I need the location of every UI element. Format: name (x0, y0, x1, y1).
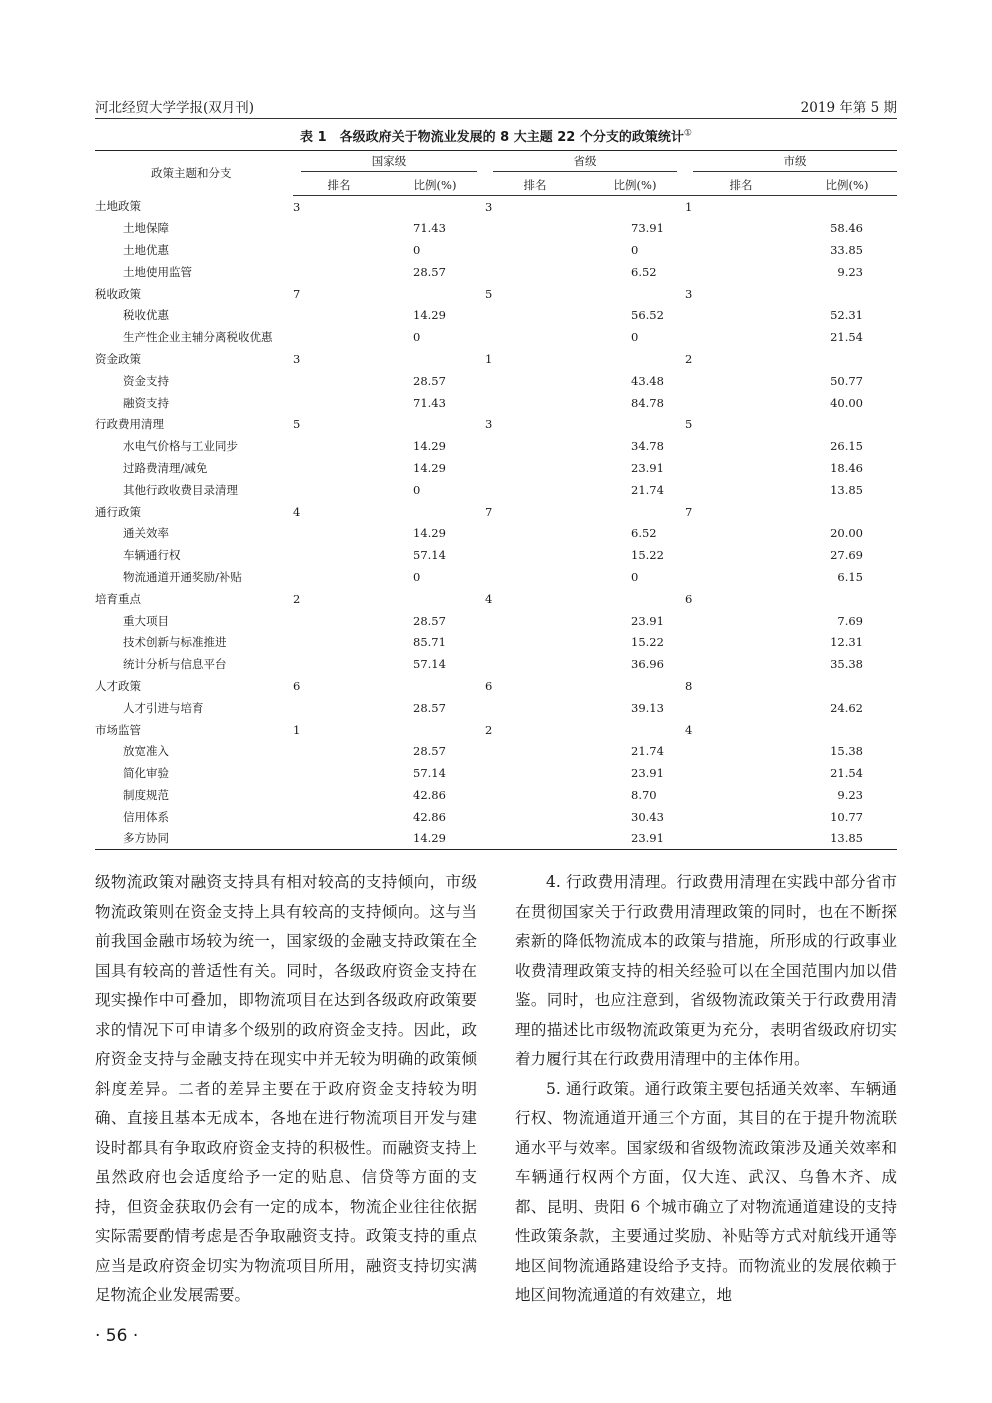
table-row-branch (95, 435, 897, 457)
table-row-branch (95, 522, 897, 544)
municipal-ratio-cell: 18.46 (830, 460, 863, 475)
national-ratio-cell: 28.57 (413, 613, 446, 628)
provincial-ratio-cell: 34.78 (631, 439, 664, 454)
municipal-rank-cell (685, 762, 797, 784)
municipal-ratio-cell (797, 348, 897, 370)
national-rank-cell (293, 239, 385, 261)
table-row-theme (95, 413, 897, 435)
provincial-ratio-cell: 23.91 (585, 828, 685, 850)
municipal-rank-cell (685, 261, 797, 283)
policy-name-cell: 培育重点 (95, 591, 141, 606)
provincial-ratio-cell: 23.91 (631, 613, 664, 628)
body-paragraph: 级物流政策对融资支持具有相对较高的支持倾向，市级物流政策则在资金支持上具有较高的支持倾向。这与当前我国金融市场较为统一，国家级的金融支持政策在全国具有较高的普适性有关。同时，各级政府资金支持在现实操作中可叠加，即物流项目在达到各级政府政策要求的情况下可申请多个级别的政府资金支持。因此，政府资金支持与金融支持在现实中并无较为明确的政策倾斜度差异。二者的差异主要在于政府资金支持较为明确、直接且基本无成本，各地在进行物流项目开发与建设时都具有争取政府资金支持的积极性。而融资支持上虽然政府也会适度给予一定的贴息、信贷等方面的支持，但资金获取仍会有一定的成本，物流企业往往依据实际需要酌情考虑是否争取融资支持。政策支持的重点应当是政府资金切实为物流项目所用，融资支持切实满足物流企业发展需要。 (95, 873, 477, 1304)
policy-name-cell: 物流通道开通奖励/补贴 (123, 569, 242, 584)
provincial-rank-cell: 1 (485, 351, 493, 366)
provincial-rank-cell (485, 610, 585, 632)
national-ratio-cell: 0 (413, 482, 421, 497)
municipal-rank-cell (685, 239, 797, 261)
provincial-ratio-cell: 21.74 (631, 482, 664, 497)
page-number: · 56 · (95, 1326, 139, 1346)
national-rank-cell (293, 392, 385, 414)
table-row-theme (95, 196, 897, 218)
national-rank-cell (293, 217, 385, 239)
national-ratio-cell: 0 (413, 569, 421, 584)
table-row-branch (95, 762, 897, 784)
national-rank-cell (293, 544, 385, 566)
provincial-ratio-cell: 36.96 (631, 657, 664, 672)
national-rank-cell (293, 566, 385, 588)
municipal-ratio-cell: 40.00 (830, 395, 863, 410)
table-caption-footnote-mark: ① (683, 128, 692, 139)
provincial-rank-cell: 7 (485, 504, 493, 519)
national-ratio-cell: 57.14 (413, 548, 446, 563)
municipal-rank-cell (685, 566, 797, 588)
table-row-branch (95, 370, 897, 392)
table-row-branch (95, 239, 897, 261)
municipal-rank-cell (685, 697, 797, 719)
provincial-rank-cell (485, 631, 585, 653)
provincial-rank-cell (485, 261, 585, 283)
municipal-ratio-cell (797, 501, 897, 523)
header-municipal-label: 市级 (693, 153, 897, 172)
policy-name-cell: 融资支持 (123, 395, 169, 410)
municipal-rank-cell: 1 (685, 199, 693, 214)
policy-name-cell: 其他行政收费目录清理 (123, 482, 238, 497)
national-rank-cell (293, 740, 385, 762)
table-header-row-levels (95, 151, 897, 175)
body-column-right (515, 868, 897, 1311)
national-ratio-cell (385, 283, 485, 305)
provincial-rank-cell: 6 (485, 678, 493, 693)
provincial-rank-cell (485, 740, 585, 762)
national-ratio-cell: 14.29 (385, 828, 485, 850)
table-row-branch (95, 479, 897, 501)
municipal-rank-cell (685, 544, 797, 566)
municipal-ratio-cell: 9.23 (837, 787, 863, 802)
provincial-rank-cell (485, 522, 585, 544)
municipal-rank-cell: 2 (685, 351, 693, 366)
provincial-ratio-cell: 73.91 (631, 221, 664, 236)
municipal-ratio-cell: 52.31 (830, 308, 863, 323)
national-rank-cell (293, 326, 385, 348)
national-rank-cell (293, 762, 385, 784)
header-national-label: 国家级 (301, 153, 477, 172)
header-municipal (685, 151, 897, 175)
national-ratio-cell: 14.29 (413, 460, 446, 475)
table-row-branch (95, 828, 897, 850)
policy-name-cell: 资金政策 (95, 351, 141, 366)
table-caption (95, 126, 897, 145)
national-ratio-cell: 28.57 (413, 264, 446, 279)
municipal-ratio-cell: 10.77 (830, 809, 863, 824)
journal-name: 河北经贸大学学报(双月刊) (95, 100, 255, 116)
header-ratio-provincial: 比例(%) (585, 174, 685, 196)
national-rank-cell (293, 697, 385, 719)
policy-name-cell: 市场监管 (95, 722, 141, 737)
national-ratio-cell: 42.86 (413, 787, 446, 802)
table-row-branch (95, 392, 897, 414)
national-rank-cell (293, 784, 385, 806)
municipal-ratio-cell: 12.31 (830, 635, 863, 650)
table-row-branch (95, 566, 897, 588)
header-provincial (485, 151, 685, 175)
national-rank-cell (293, 631, 385, 653)
provincial-ratio-cell (585, 348, 685, 370)
provincial-ratio-cell (585, 413, 685, 435)
municipal-ratio-cell: 6.15 (837, 569, 863, 584)
national-rank-cell: 5 (293, 417, 301, 432)
municipal-rank-cell: 3 (685, 286, 693, 301)
policy-name-cell: 土地使用监管 (123, 264, 192, 279)
table-row-branch (95, 784, 897, 806)
policy-name-cell: 重大项目 (123, 613, 169, 628)
provincial-ratio-cell: 0 (631, 330, 639, 345)
municipal-ratio-cell: 20.00 (830, 526, 863, 541)
provincial-ratio-cell: 6.52 (631, 264, 657, 279)
body-paragraph: 5. 通行政策。通行政策主要包括通关效率、车辆通行权、物流通道开通三个方面，其目的在于提升物流联通水平与效率。国家级和省级物流政策涉及通关效率和车辆通行权两个方面，仅大连、武汉、乌鲁木齐、成都、昆明、贵阳 6 个城市确立了对物流通道建设的支持性政策条款，主要通过奖励、补贴等方式对航线开通等地区间物流通路建设给予支持。而物流业的发展依赖于地区间物流通道的有效建立，地 (515, 1079, 897, 1304)
table-row-theme (95, 501, 897, 523)
provincial-ratio-cell: 84.78 (631, 395, 664, 410)
header-rule (95, 118, 897, 119)
policy-name-cell: 行政费用清理 (95, 417, 164, 432)
provincial-rank-cell (485, 435, 585, 457)
national-ratio-cell (385, 675, 485, 697)
provincial-ratio-cell: 8.70 (631, 787, 657, 802)
table-row-branch (95, 806, 897, 828)
provincial-rank-cell (485, 392, 585, 414)
national-rank-cell: 4 (293, 504, 301, 519)
table-row-branch (95, 326, 897, 348)
provincial-rank-cell (485, 697, 585, 719)
municipal-ratio-cell: 24.62 (830, 700, 863, 715)
table-row-branch (95, 217, 897, 239)
municipal-rank-cell (685, 653, 797, 675)
header-rank-provincial: 排名 (485, 174, 585, 196)
national-rank-cell: 1 (293, 722, 301, 737)
policy-name-cell: 通关效率 (123, 526, 169, 541)
running-head (95, 96, 897, 118)
municipal-ratio-cell: 7.69 (837, 613, 863, 628)
provincial-rank-cell (485, 828, 585, 850)
municipal-ratio-cell (797, 413, 897, 435)
municipal-rank-cell (685, 370, 797, 392)
provincial-rank-cell (485, 762, 585, 784)
national-rank-cell (293, 610, 385, 632)
policy-statistics-table (95, 150, 897, 850)
municipal-ratio-cell (797, 588, 897, 610)
table-row-theme (95, 719, 897, 741)
municipal-ratio-cell: 13.85 (797, 828, 897, 850)
provincial-rank-cell: 4 (485, 591, 493, 606)
table-row-branch (95, 740, 897, 762)
national-ratio-cell: 57.14 (413, 657, 446, 672)
provincial-ratio-cell: 56.52 (631, 308, 664, 323)
national-ratio-cell: 0 (413, 242, 421, 257)
table-row-branch (95, 610, 897, 632)
national-rank-cell (293, 806, 385, 828)
national-ratio-cell (385, 196, 485, 218)
municipal-rank-cell (685, 522, 797, 544)
policy-name-cell: 税收优惠 (123, 308, 169, 323)
municipal-ratio-cell: 26.15 (830, 439, 863, 454)
policy-name-cell: 土地优惠 (123, 242, 169, 257)
policy-name-cell: 过路费清理/减免 (123, 460, 208, 475)
national-rank-cell (293, 653, 385, 675)
table-row-branch (95, 261, 897, 283)
municipal-rank-cell: 8 (685, 678, 693, 693)
national-ratio-cell: 14.29 (413, 308, 446, 323)
provincial-rank-cell: 3 (485, 417, 493, 432)
policy-name-cell: 资金支持 (123, 373, 169, 388)
issue-label: 2019 年第 5 期 (800, 100, 897, 116)
municipal-rank-cell (685, 631, 797, 653)
municipal-rank-cell (685, 828, 797, 850)
provincial-ratio-cell: 0 (631, 569, 639, 584)
provincial-rank-cell: 3 (485, 199, 493, 214)
municipal-ratio-cell (797, 283, 897, 305)
municipal-ratio-cell: 13.85 (830, 482, 863, 497)
table-caption-text: 表 1 各级政府关于物流业发展的 8 大主题 22 个分支的政策统计 (300, 130, 684, 145)
national-ratio-cell: 28.57 (413, 373, 446, 388)
national-rank-cell: 7 (293, 286, 301, 301)
provincial-rank-cell: 2 (485, 722, 493, 737)
provincial-ratio-cell: 43.48 (631, 373, 664, 388)
policy-name-cell: 土地政策 (95, 199, 141, 214)
municipal-rank-cell (685, 610, 797, 632)
national-ratio-cell: 42.86 (413, 809, 446, 824)
municipal-rank-cell: 6 (685, 591, 693, 606)
municipal-ratio-cell (797, 675, 897, 697)
municipal-ratio-cell: 50.77 (830, 373, 863, 388)
provincial-ratio-cell: 21.74 (631, 744, 664, 759)
policy-name-cell: 车辆通行权 (123, 548, 181, 563)
provincial-ratio-cell (585, 196, 685, 218)
municipal-rank-cell (685, 304, 797, 326)
national-ratio-cell (385, 501, 485, 523)
provincial-ratio-cell (585, 501, 685, 523)
table-row-branch (95, 544, 897, 566)
header-national (293, 151, 485, 175)
header-ratio-municipal: 比例(%) (797, 174, 897, 196)
provincial-ratio-cell: 23.91 (631, 766, 664, 781)
provincial-rank-cell (485, 544, 585, 566)
policy-name-cell: 税收政策 (95, 286, 141, 301)
table-row-branch (95, 631, 897, 653)
policy-name-cell: 生产性企业主辅分离税收优惠 (123, 330, 273, 345)
national-ratio-cell: 57.14 (413, 766, 446, 781)
policy-name-cell: 水电气价格与工业同步 (123, 439, 238, 454)
provincial-rank-cell (485, 806, 585, 828)
provincial-ratio-cell (585, 283, 685, 305)
national-ratio-cell: 71.43 (413, 395, 446, 410)
provincial-rank-cell (485, 784, 585, 806)
municipal-rank-cell (685, 435, 797, 457)
national-ratio-cell: 14.29 (413, 526, 446, 541)
municipal-ratio-cell: 15.38 (830, 744, 863, 759)
national-rank-cell: 3 (293, 199, 301, 214)
national-ratio-cell: 71.43 (413, 221, 446, 236)
national-ratio-cell: 0 (413, 330, 421, 345)
national-rank-cell (293, 261, 385, 283)
provincial-rank-cell (485, 217, 585, 239)
provincial-ratio-cell: 15.22 (631, 635, 664, 650)
municipal-rank-cell (685, 457, 797, 479)
header-ratio-national: 比例(%) (385, 174, 485, 196)
policy-name-cell: 人才引进与培育 (123, 700, 204, 715)
national-ratio-cell: 28.57 (413, 744, 446, 759)
municipal-ratio-cell: 33.85 (830, 242, 863, 257)
policy-name-cell: 通行政策 (95, 504, 141, 519)
national-rank-cell (293, 370, 385, 392)
national-ratio-cell: 28.57 (413, 700, 446, 715)
municipal-rank-cell (685, 806, 797, 828)
provincial-ratio-cell: 39.13 (631, 700, 664, 715)
provincial-rank-cell: 5 (485, 286, 493, 301)
municipal-ratio-cell (797, 719, 897, 741)
provincial-rank-cell (485, 653, 585, 675)
provincial-rank-cell (485, 326, 585, 348)
national-ratio-cell (385, 348, 485, 370)
provincial-ratio-cell: 30.43 (631, 809, 664, 824)
provincial-rank-cell (485, 239, 585, 261)
national-rank-cell: 3 (293, 351, 301, 366)
header-rank-municipal: 排名 (685, 174, 797, 196)
table-row-branch (95, 304, 897, 326)
municipal-rank-cell: 7 (685, 504, 693, 519)
municipal-rank-cell (685, 479, 797, 501)
municipal-rank-cell (685, 740, 797, 762)
table-row-theme (95, 675, 897, 697)
municipal-ratio-cell: 21.54 (830, 766, 863, 781)
policy-name-cell: 多方协同 (95, 828, 293, 850)
provincial-rank-cell (485, 370, 585, 392)
municipal-rank-cell (685, 392, 797, 414)
table-row-theme (95, 588, 897, 610)
table-row-branch (95, 457, 897, 479)
national-ratio-cell (385, 719, 485, 741)
policy-name-cell: 制度规范 (123, 787, 169, 802)
provincial-ratio-cell: 23.91 (631, 460, 664, 475)
municipal-rank-cell (685, 326, 797, 348)
table-row-branch (95, 653, 897, 675)
municipal-rank-cell (685, 217, 797, 239)
provincial-ratio-cell: 6.52 (631, 526, 657, 541)
municipal-ratio-cell: 58.46 (830, 221, 863, 236)
body-column-left (95, 868, 477, 1311)
provincial-ratio-cell: 0 (631, 242, 639, 257)
municipal-ratio-cell (797, 196, 897, 218)
national-rank-cell (293, 457, 385, 479)
table-row-theme (95, 283, 897, 305)
provincial-rank-cell (485, 457, 585, 479)
national-rank-cell (293, 479, 385, 501)
municipal-rank-cell (685, 784, 797, 806)
national-ratio-cell (385, 413, 485, 435)
provincial-rank-cell (485, 479, 585, 501)
provincial-rank-cell (485, 566, 585, 588)
municipal-ratio-cell: 21.54 (830, 330, 863, 345)
policy-name-cell: 信用体系 (123, 809, 169, 824)
policy-name-cell: 放宽准入 (123, 744, 169, 759)
policy-name-cell: 人才政策 (95, 678, 141, 693)
policy-name-cell: 土地保障 (123, 221, 169, 236)
header-provincial-label: 省级 (493, 153, 677, 172)
national-rank-cell (293, 522, 385, 544)
national-ratio-cell (385, 588, 485, 610)
national-rank-cell: 6 (293, 678, 301, 693)
municipal-ratio-cell: 9.23 (837, 264, 863, 279)
national-rank-cell (293, 435, 385, 457)
provincial-ratio-cell: 15.22 (631, 548, 664, 563)
table-body (95, 196, 897, 850)
national-ratio-cell: 85.71 (413, 635, 446, 650)
provincial-ratio-cell (585, 719, 685, 741)
national-rank-cell (293, 304, 385, 326)
municipal-ratio-cell: 35.38 (830, 657, 863, 672)
policy-name-cell: 技术创新与标准推进 (123, 635, 227, 650)
provincial-rank-cell (485, 304, 585, 326)
national-rank-cell (293, 828, 385, 850)
municipal-rank-cell: 4 (685, 722, 693, 737)
municipal-rank-cell: 5 (685, 417, 693, 432)
national-ratio-cell: 14.29 (413, 439, 446, 454)
provincial-ratio-cell (585, 588, 685, 610)
provincial-ratio-cell (585, 675, 685, 697)
municipal-ratio-cell: 27.69 (830, 548, 863, 563)
policy-name-cell: 简化审验 (123, 766, 169, 781)
header-policy-theme: 政策主题和分支 (151, 166, 232, 181)
body-paragraph: 4. 行政费用清理。行政费用清理在实践中部分省市在贯彻国家关于行政费用清理政策的同时，也在不断探索新的降低物流成本的政策与措施，所形成的行政事业收费清理政策支持的相关经验可以在全国范围内加以借鉴。同时，也应注意到，省级物流政策关于行政费用清理的描述比市级物流政策更为充分，表明省级政府切实着力履行其在行政费用清理中的主体作用。 (515, 873, 897, 1068)
table-row-theme (95, 348, 897, 370)
header-rank-national: 排名 (293, 174, 385, 196)
table-row-branch (95, 697, 897, 719)
policy-name-cell: 统计分析与信息平台 (123, 657, 227, 672)
national-rank-cell: 2 (293, 591, 301, 606)
